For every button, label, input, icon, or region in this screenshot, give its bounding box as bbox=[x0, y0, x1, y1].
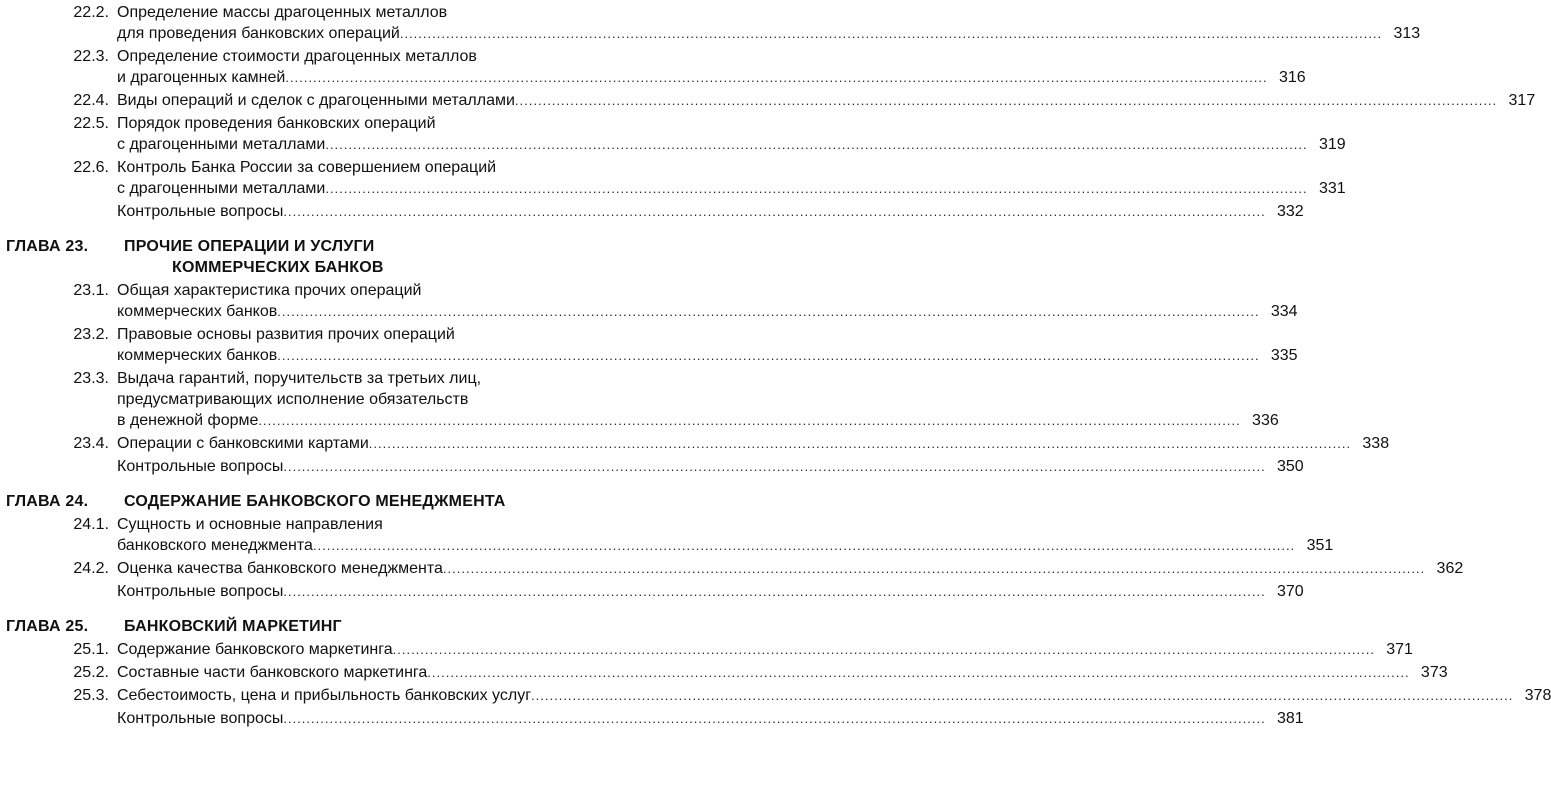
dot-leader bbox=[325, 178, 1307, 199]
chapter-number: ГЛАВА 23. bbox=[6, 238, 89, 255]
entry-text bbox=[117, 639, 1413, 660]
dot-leader bbox=[283, 708, 1265, 729]
dot-leader bbox=[427, 662, 1409, 683]
entry-last-line bbox=[117, 662, 1448, 683]
entry-text-line: с драгоценными металлами bbox=[117, 136, 326, 153]
entry-last-line bbox=[117, 410, 1279, 431]
entry-text-line: Операции с банковскими картами bbox=[117, 435, 369, 452]
entry-last-line bbox=[117, 67, 1306, 88]
toc-entry bbox=[0, 662, 1448, 683]
entry-number: 22.6. bbox=[73, 159, 109, 176]
entry-text bbox=[117, 2, 1421, 44]
page-number: 313 bbox=[1393, 25, 1421, 42]
entry-text bbox=[117, 157, 1346, 199]
dot-leader bbox=[515, 90, 1497, 111]
entry-last-line bbox=[117, 90, 1536, 111]
toc-entry bbox=[0, 113, 1346, 155]
page-number: 381 bbox=[1276, 710, 1304, 727]
entry-number: 22.3. bbox=[73, 48, 109, 65]
entry-text bbox=[117, 456, 1304, 477]
entry-last-line bbox=[117, 301, 1298, 322]
entry-text-line: Контрольные вопросы bbox=[117, 710, 284, 727]
dot-leader bbox=[400, 23, 1382, 44]
entry-last-line bbox=[117, 639, 1413, 660]
entry-last-line bbox=[117, 201, 1304, 222]
toc-entry bbox=[0, 558, 1464, 579]
entry-text-line: Оценка качества банковского менеджмента bbox=[117, 560, 443, 577]
entry-number: 25.3. bbox=[73, 687, 109, 704]
section-gap bbox=[0, 602, 705, 616]
entry-last-line bbox=[117, 134, 1346, 155]
entry-text-line: Общая характеристика прочих операций bbox=[117, 282, 422, 299]
page-number: 336 bbox=[1252, 412, 1279, 429]
entry-text bbox=[117, 280, 1298, 322]
chapter-title-line: ПРОЧИЕ ОПЕРАЦИИ И УСЛУГИ bbox=[124, 238, 375, 255]
entry-text bbox=[117, 685, 1551, 706]
toc-entry bbox=[0, 456, 1304, 477]
chapter-title bbox=[124, 491, 705, 512]
toc-entry bbox=[0, 280, 1298, 322]
entry-text bbox=[117, 368, 1279, 431]
entry-text bbox=[117, 662, 1448, 683]
dot-leader bbox=[531, 685, 1513, 706]
dot-leader bbox=[283, 201, 1265, 222]
entry-text bbox=[117, 558, 1464, 579]
chapter-title-line: КОММЕРЧЕСКИХ БАНКОВ bbox=[172, 259, 384, 276]
dot-leader bbox=[283, 581, 1265, 602]
entry-text bbox=[117, 90, 1536, 111]
toc-entry bbox=[0, 514, 1334, 556]
chapter-heading bbox=[0, 236, 705, 278]
page-number: 370 bbox=[1276, 583, 1304, 600]
chapter-title bbox=[124, 236, 705, 278]
page-number: 316 bbox=[1278, 69, 1306, 86]
entry-last-line bbox=[117, 23, 1421, 44]
entry-last-line bbox=[117, 558, 1464, 579]
toc-entry bbox=[0, 201, 1304, 222]
entry-text-line: и драгоценных камней bbox=[117, 69, 286, 86]
page-number: 373 bbox=[1420, 664, 1448, 681]
toc-entry bbox=[0, 157, 1346, 199]
entry-last-line bbox=[117, 433, 1390, 454]
entry-text-line: Контрольные вопросы bbox=[117, 458, 284, 475]
toc-entry bbox=[0, 368, 1279, 431]
entry-text bbox=[117, 113, 1346, 155]
entry-text bbox=[117, 324, 1298, 366]
entry-number: 25.2. bbox=[73, 664, 109, 681]
entry-last-line bbox=[117, 581, 1304, 602]
dot-leader bbox=[393, 639, 1375, 660]
toc-entry bbox=[0, 2, 1421, 44]
entry-text-line: Контрольные вопросы bbox=[117, 583, 284, 600]
entry-number: 25.1. bbox=[73, 641, 109, 658]
entry-last-line bbox=[117, 535, 1334, 556]
entry-text-line: коммерческих банков bbox=[117, 303, 278, 320]
entry-text-line: Выдача гарантий, поручительств за третьих лиц, bbox=[117, 370, 482, 387]
entry-text bbox=[117, 46, 1306, 88]
dot-leader bbox=[258, 410, 1240, 431]
page-number: 362 bbox=[1436, 560, 1464, 577]
entry-text-line: Правовые основы развития прочих операций bbox=[117, 326, 455, 343]
toc-entry bbox=[0, 90, 1536, 111]
entry-text-line: Контрольные вопросы bbox=[117, 203, 284, 220]
entry-text-line: Контроль Банка России за совершением операций bbox=[117, 159, 497, 176]
entry-text-line: с драгоценными металлами bbox=[117, 180, 326, 197]
dot-leader bbox=[443, 558, 1425, 579]
page-number: 371 bbox=[1386, 641, 1413, 658]
entry-text-line: коммерческих банков bbox=[117, 347, 278, 364]
page-number: 351 bbox=[1306, 537, 1334, 554]
entry-last-line bbox=[117, 178, 1346, 199]
chapter-title-line: СОДЕРЖАНИЕ БАНКОВСКОГО МЕНЕДЖМЕНТА bbox=[124, 493, 506, 510]
entry-number: 22.2. bbox=[73, 4, 109, 21]
page-number: 378 bbox=[1524, 687, 1551, 704]
entry-text-line: банковского менеджмента bbox=[117, 537, 313, 554]
toc-entry bbox=[0, 433, 1390, 454]
dot-leader bbox=[285, 67, 1267, 88]
entry-text-line: в денежной форме bbox=[117, 412, 259, 429]
entry-text-line: предусматривающих исполнение обязательств bbox=[117, 391, 469, 408]
entry-text bbox=[117, 201, 1304, 222]
dot-leader bbox=[277, 301, 1259, 322]
entry-last-line bbox=[117, 685, 1551, 706]
toc-entry bbox=[0, 324, 1298, 366]
entry-text-line: Порядок проведения банковских операций bbox=[117, 115, 436, 132]
chapter-number: ГЛАВА 24. bbox=[6, 493, 89, 510]
section-gap bbox=[0, 222, 705, 236]
entry-text-line: Составные части банковского маркетинга bbox=[117, 664, 428, 681]
page-number: 331 bbox=[1318, 180, 1346, 197]
entry-last-line bbox=[117, 456, 1304, 477]
toc-entry bbox=[0, 708, 1304, 729]
chapter-title bbox=[124, 616, 705, 637]
entry-last-line bbox=[117, 345, 1298, 366]
entry-text-line: Содержание банковского маркетинга bbox=[117, 641, 393, 658]
chapter-title-line: БАНКОВСКИЙ МАРКЕТИНГ bbox=[124, 618, 342, 635]
entry-text-line: Виды операций и сделок с драгоценными металлами bbox=[117, 92, 515, 109]
entry-number: 23.4. bbox=[73, 435, 109, 452]
entry-text-line: Сущность и основные направления bbox=[117, 516, 383, 533]
entry-number: 24.1. bbox=[73, 516, 109, 533]
section-gap bbox=[0, 477, 705, 491]
entry-text-line: Себестоимость, цена и прибыльность банковских услуг bbox=[117, 687, 532, 704]
page-number: 319 bbox=[1318, 136, 1346, 153]
toc-entry bbox=[0, 685, 1551, 706]
entry-number: 23.3. bbox=[73, 370, 109, 387]
page-number: 338 bbox=[1362, 435, 1390, 452]
chapter-number: ГЛАВА 25. bbox=[6, 618, 89, 635]
page-number: 334 bbox=[1270, 303, 1298, 320]
page-number: 350 bbox=[1276, 458, 1304, 475]
entry-number: 24.2. bbox=[73, 560, 109, 577]
page-number: 332 bbox=[1276, 203, 1304, 220]
entry-number: 23.2. bbox=[73, 326, 109, 343]
entry-text bbox=[117, 514, 1334, 556]
entry-text bbox=[117, 708, 1304, 729]
entry-text-line: Определение стоимости драгоценных металлов bbox=[117, 48, 477, 65]
entry-number: 23.1. bbox=[73, 282, 109, 299]
dot-leader bbox=[313, 535, 1295, 556]
entry-last-line bbox=[117, 708, 1304, 729]
dot-leader bbox=[277, 345, 1259, 366]
page-number: 317 bbox=[1508, 92, 1536, 109]
page-number: 335 bbox=[1270, 347, 1298, 364]
entry-text-line: для проведения банковских операций bbox=[117, 25, 400, 42]
toc-entry bbox=[0, 581, 1304, 602]
toc-entry bbox=[0, 639, 1413, 660]
chapter-heading bbox=[0, 491, 705, 512]
entry-number: 22.4. bbox=[73, 92, 109, 109]
dot-leader bbox=[283, 456, 1265, 477]
entry-number: 22.5. bbox=[73, 115, 109, 132]
chapter-heading bbox=[0, 616, 705, 637]
entry-text bbox=[117, 581, 1304, 602]
toc-entry bbox=[0, 46, 1306, 88]
entry-text-line: Определение массы драгоценных металлов bbox=[117, 4, 448, 21]
dot-leader bbox=[369, 433, 1351, 454]
entry-text bbox=[117, 433, 1390, 454]
dot-leader bbox=[325, 134, 1307, 155]
